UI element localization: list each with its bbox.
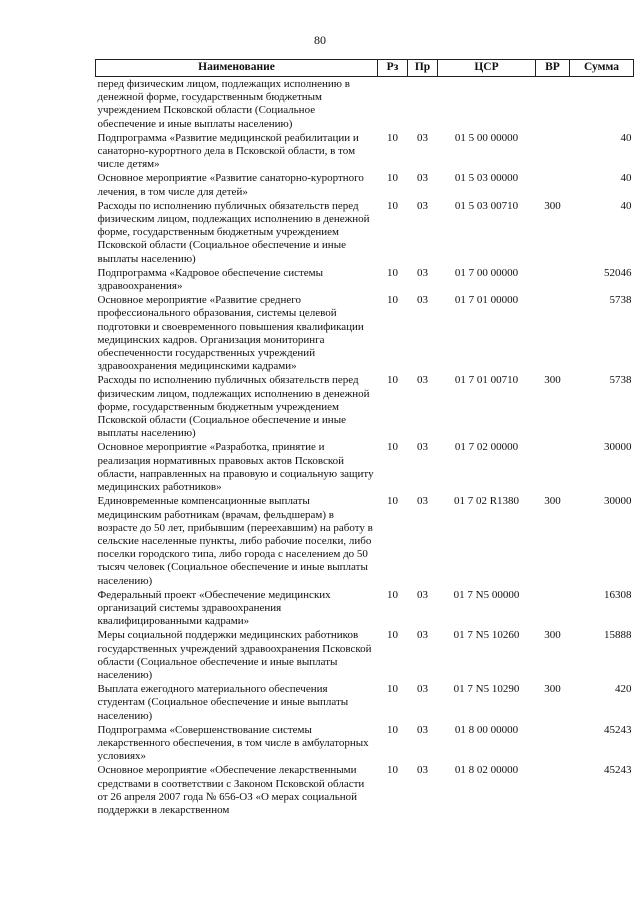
header-rz: Рз: [378, 60, 408, 77]
row-csr: 01 7 01 00000: [454, 294, 519, 307]
row-name: Основное мероприятие «Развитие санаторно-курортного лечения, в том числе для детей»: [97, 172, 364, 198]
row-sum: 40: [620, 131, 632, 144]
row-name: Расходы по исполнению публичных обязательств перед физическим лицом, подлежащих исполнению в денежной форме, государственным бюджетным учреждением Псковской области (Социальное обеспечение и иные выплаты населению): [97, 199, 370, 265]
row-sum: 45243: [604, 723, 632, 736]
row-pr: 03: [417, 441, 428, 454]
row-sum: 30000: [604, 495, 632, 508]
row-name: Подпрограмма «Совершенствование системы лекарственного обеспечения, в том числе в амбулаторных условиях»: [97, 723, 369, 763]
row-sum: 52046: [604, 266, 632, 279]
row-vr: 300: [544, 199, 561, 212]
row-name: Единовременные компенсационные выплаты медицинским работникам (врачам, фельдшерам) в возрасте до 50 лет, прибывшим (переехавшим) на работу в сельские населенные пункты, либо рабочие поселки, либо поселки городского типа, либо города с населением до 50 тысяч человек (Социальное обеспечение и иные выплаты населению): [97, 495, 373, 587]
row-sum: 16308: [604, 588, 632, 601]
table-row: [96, 293, 634, 373]
row-vr: 300: [544, 374, 561, 387]
row-pr: 03: [417, 374, 428, 387]
row-pr: [408, 77, 438, 131]
row-rz: 10: [387, 374, 398, 387]
header-name: Наименование: [96, 60, 378, 77]
row-rz: 10: [387, 588, 398, 601]
row-sum: 40: [620, 172, 632, 185]
row-pr: 03: [417, 294, 428, 307]
row-vr: [536, 723, 570, 764]
table-header: [96, 60, 634, 77]
row-vr: 300: [544, 495, 561, 508]
row-vr: [536, 293, 570, 373]
row-rz: 10: [387, 495, 398, 508]
row-vr: [536, 266, 570, 293]
row-name: Основное мероприятие «Развитие среднего профессионального образования, системы целевой подготовки и своевременного повышения квалификации медицинских кадров. Организация мониторинга обеспеченности государственных учреждений здравоохранения медицинскими кадрами»: [97, 294, 364, 373]
row-rz: 10: [387, 294, 398, 307]
row-pr: 03: [417, 588, 428, 601]
table-row: [96, 266, 634, 293]
row-name: Меры социальной поддержки медицинских работников государственных учреждений здравоохранения Псковской области (Социальное обеспечение и иные выплаты населению): [97, 629, 372, 681]
row-pr: 03: [417, 266, 428, 279]
table-row: [96, 171, 634, 198]
page-number: 80: [314, 33, 326, 47]
row-sum: 5738: [609, 374, 632, 387]
row-csr: 01 7 02 R1380: [453, 495, 520, 508]
table-row: [96, 373, 634, 440]
row-name: Подпрограмма «Кадровое обеспечение системы здравоохранения»: [97, 266, 324, 293]
header-vr: ВР: [536, 60, 570, 77]
row-sum: 40: [620, 199, 632, 212]
table-row: [96, 682, 634, 723]
row-vr: [536, 763, 570, 817]
row-name: Основное мероприятие «Обеспечение лекарственными средствами в соответствии с Законом Псковской области от 26 апреля 2007 года № 656-ОЗ «О мерах социальной поддержки в лекарственном: [97, 764, 365, 816]
row-name: перед физическим лицом, подлежащих исполнению в денежной форме, государственным бюджетным учреждением Псковской области (Социальное обеспечение и иные выплаты населению): [97, 78, 350, 130]
row-sum: 420: [615, 683, 632, 696]
row-vr: 300: [544, 683, 561, 696]
row-pr: 03: [417, 683, 428, 696]
row-rz: 10: [387, 723, 398, 736]
table-row: [96, 440, 634, 494]
row-sum: 15888: [604, 629, 632, 642]
row-pr: 03: [417, 495, 428, 508]
row-csr: 01 7 00 00000: [454, 266, 519, 279]
row-vr: [536, 588, 570, 629]
row-pr: 03: [417, 199, 428, 212]
row-csr: 01 5 00 00000: [454, 131, 519, 144]
row-csr: 01 5 03 00710: [454, 199, 519, 212]
row-name: Основное мероприятие «Разработка, принятие и реализация нормативных правовых актов Псковской области, направленных на правовую и социальную защиту медицинских работников»: [97, 441, 374, 494]
header-pr: Пр: [408, 60, 438, 77]
header-sum: Сумма: [570, 60, 634, 77]
row-csr: 01 8 00 00000: [454, 723, 519, 736]
row-sum: 30000: [604, 441, 632, 454]
table-row: [96, 131, 634, 172]
row-rz: 10: [387, 629, 398, 642]
row-sum: 45243: [604, 764, 632, 777]
row-vr: 300: [544, 629, 561, 642]
row-rz: 10: [387, 199, 398, 212]
row-csr: 01 7 02 00000: [454, 441, 519, 454]
row-rz: 10: [387, 441, 398, 454]
row-csr: 01 7 01 00710: [454, 374, 519, 387]
row-name: Расходы по исполнению публичных обязательств перед физическим лицом, подлежащих исполнению в денежной форме, государственным бюджетным учреждением Псковской области (Социальное обеспечение и иные выплаты населению): [97, 374, 370, 440]
row-rz: 10: [387, 683, 398, 696]
table-row: [96, 494, 634, 587]
row-csr: [438, 77, 536, 131]
row-sum: 5738: [609, 294, 632, 307]
budget-table: [95, 59, 634, 817]
header-csr: ЦСР: [438, 60, 536, 77]
row-vr: [536, 131, 570, 172]
row-rz: 10: [387, 764, 398, 777]
row-rz: 10: [387, 266, 398, 279]
table-row: [96, 723, 634, 764]
row-pr: 03: [417, 723, 428, 736]
table-row: [96, 588, 634, 629]
row-pr: 03: [417, 172, 428, 185]
row-pr: 03: [417, 629, 428, 642]
row-csr: 01 8 02 00000: [454, 764, 519, 777]
row-name: Федеральный проект «Обеспечение медицинских организаций системы здравоохранения квалифицированными кадрами»: [97, 588, 331, 628]
row-name: Выплата ежегодного материального обеспечения студентам (Социальное обеспечение и иные выплаты населению): [97, 683, 349, 722]
table-row: [96, 77, 634, 131]
row-csr: 01 7 N5 10260: [453, 629, 520, 642]
row-csr: 01 7 N5 10290: [453, 683, 520, 696]
row-pr: 03: [417, 764, 428, 777]
row-rz: [378, 77, 408, 131]
row-rz: 10: [387, 131, 398, 144]
table-row: [96, 763, 634, 817]
row-csr: 01 5 03 00000: [454, 172, 519, 185]
row-rz: 10: [387, 172, 398, 185]
row-vr: [536, 77, 570, 131]
table-row: [96, 199, 634, 266]
row-name: Подпрограмма «Развитие медицинской реабилитации и санаторно-курортного дела в Псковской области, в том числе детям»: [97, 131, 359, 171]
row-sum: [570, 77, 634, 131]
table-row: [96, 628, 634, 682]
table-body: [96, 77, 634, 818]
row-vr: [536, 440, 570, 494]
row-pr: 03: [417, 131, 428, 144]
row-vr: [536, 171, 570, 198]
row-csr: 01 7 N5 00000: [453, 588, 520, 601]
